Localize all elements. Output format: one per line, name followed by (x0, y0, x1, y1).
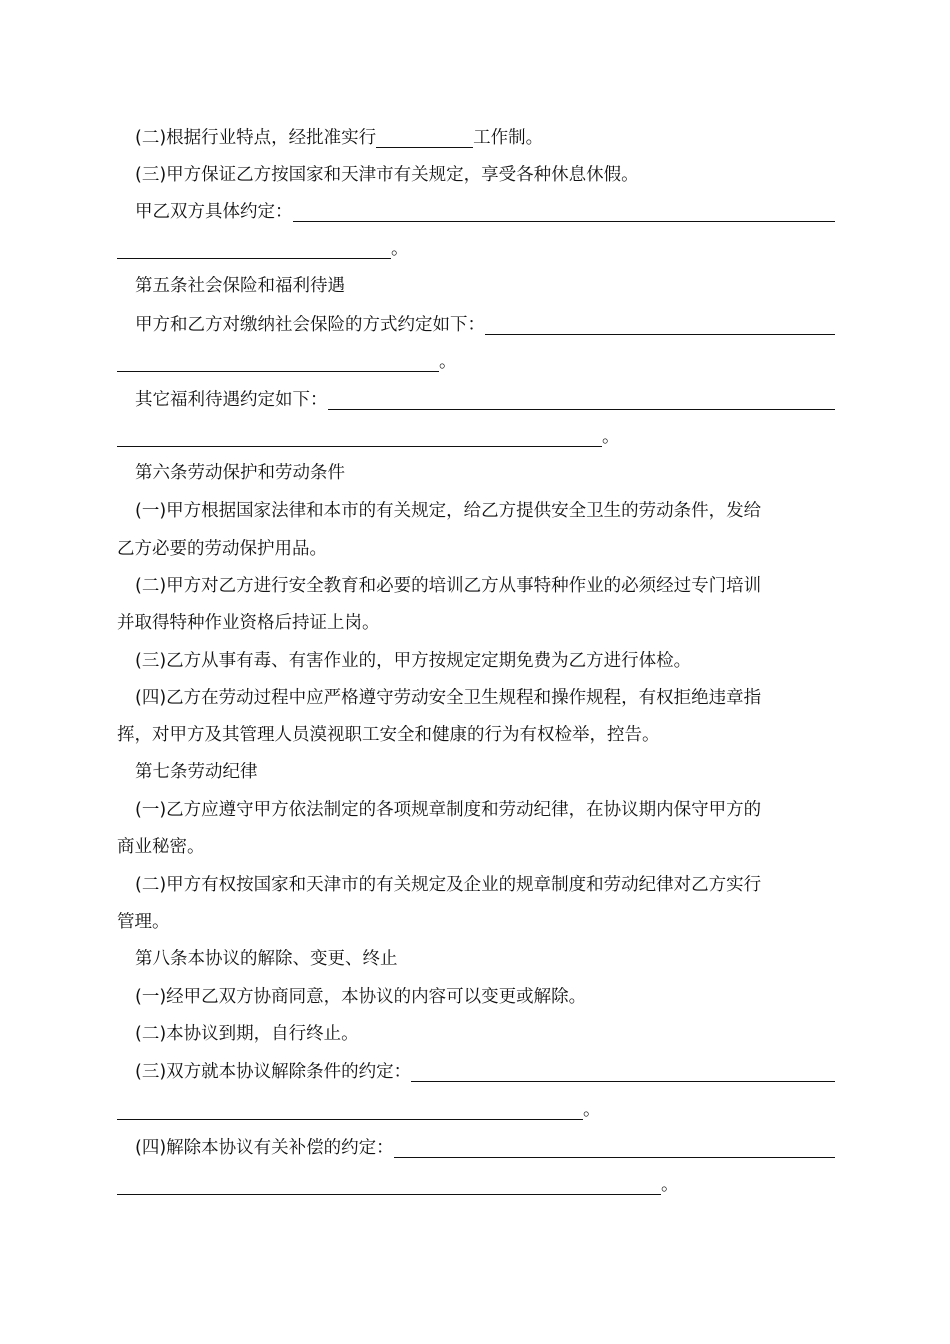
line-text: 工作制。 (473, 128, 544, 148)
fill-blank (485, 312, 835, 335)
line-text: 甲乙双方具体约定： (135, 202, 293, 222)
line-text: 第八条本协议的解除、变更、终止 (135, 949, 398, 969)
text-line (117, 123, 835, 153)
line-text: 第七条劳动纪律 (135, 762, 258, 782)
text-line (117, 422, 835, 452)
text-line (117, 1019, 835, 1049)
line-text: 乙方必要的劳动保护用品。 (117, 539, 327, 559)
line-text: 管理。 (117, 912, 170, 932)
line-text: 第六条劳动保护和劳动条件 (135, 463, 345, 483)
line-text: (一)乙方应遵守甲方依法制定的各项规章制度和劳动纪律，在协议期内保守甲方的 (135, 800, 762, 820)
text-line (117, 1133, 835, 1163)
line-text: (一)甲方根据国家法律和本市的有关规定，给乙方提供安全卫生的劳动条件，发给 (135, 501, 762, 521)
section-heading (117, 271, 835, 301)
line-text: (四)乙方在劳动过程中应严格遵守劳动安全卫生规程和操作规程，有权拒绝违章指 (135, 688, 762, 708)
text-line (117, 1170, 835, 1200)
text-line (117, 683, 835, 713)
text-line (117, 1057, 835, 1087)
text-line (117, 832, 835, 862)
text-line (117, 982, 835, 1012)
fill-blank (117, 236, 391, 259)
section-heading (117, 458, 835, 488)
line-text: 挥，对甲方及其管理人员漠视职工安全和健康的行为有权检举，控告。 (117, 725, 660, 745)
line-text: 商业秘密。 (117, 837, 205, 857)
text-line (117, 1095, 835, 1125)
line-text: (二)根据行业特点，经批准实行 (135, 128, 377, 148)
line-text: 。 (583, 1100, 601, 1120)
text-line (117, 310, 835, 340)
line-text: 。 (391, 239, 409, 259)
fill-blank (411, 1059, 835, 1082)
line-text: 甲方和乙方对缴纳社会保险的方式约定如下： (135, 315, 485, 335)
line-text: (一)经甲乙双方协商同意，本协议的内容可以变更或解除。 (135, 987, 587, 1007)
fill-blank (117, 1172, 661, 1195)
text-line (117, 234, 835, 264)
line-text: (三)双方就本协议解除条件的约定： (135, 1062, 412, 1082)
text-line (117, 385, 835, 415)
line-text: 。 (439, 352, 457, 372)
text-line (117, 795, 835, 825)
text-line (117, 571, 835, 601)
fill-blank (328, 387, 836, 410)
text-line (117, 160, 835, 190)
fill-blank (117, 1097, 583, 1120)
text-line (117, 720, 835, 750)
text-line (117, 496, 835, 526)
line-text: 。 (661, 1175, 679, 1195)
line-text: 第五条社会保险和福利待遇 (135, 276, 345, 296)
text-line (117, 907, 835, 937)
line-text: (二)甲方对乙方进行安全教育和必要的培训乙方从事特种作业的必须经过专门培训 (135, 576, 762, 596)
fill-blank (117, 349, 439, 372)
fill-blank (293, 199, 836, 222)
text-line (117, 534, 835, 564)
line-text: 。 (602, 427, 620, 447)
section-heading (117, 944, 835, 974)
fill-blank (394, 1135, 835, 1158)
section-heading (117, 757, 835, 787)
line-text: 其它福利待遇约定如下： (135, 390, 328, 410)
fill-blank (117, 424, 602, 447)
text-line (117, 197, 835, 227)
line-text: (三)乙方从事有毒、有害作业的，甲方按规定定期免费为乙方进行体检。 (135, 651, 692, 671)
text-line (117, 608, 835, 638)
line-text: 并取得特种作业资格后持证上岗。 (117, 613, 380, 633)
line-text: (二)本协议到期，自行终止。 (135, 1024, 359, 1044)
text-line (117, 870, 835, 900)
line-text: (二)甲方有权按国家和天津市的有关规定及企业的规章制度和劳动纪律对乙方实行 (135, 875, 762, 895)
line-text: (四)解除本协议有关补偿的约定： (135, 1138, 394, 1158)
fill-blank (376, 125, 473, 148)
line-text: (三)甲方保证乙方按国家和天津市有关规定，享受各种休息休假。 (135, 165, 639, 185)
text-line (117, 646, 835, 676)
text-line (117, 347, 835, 377)
